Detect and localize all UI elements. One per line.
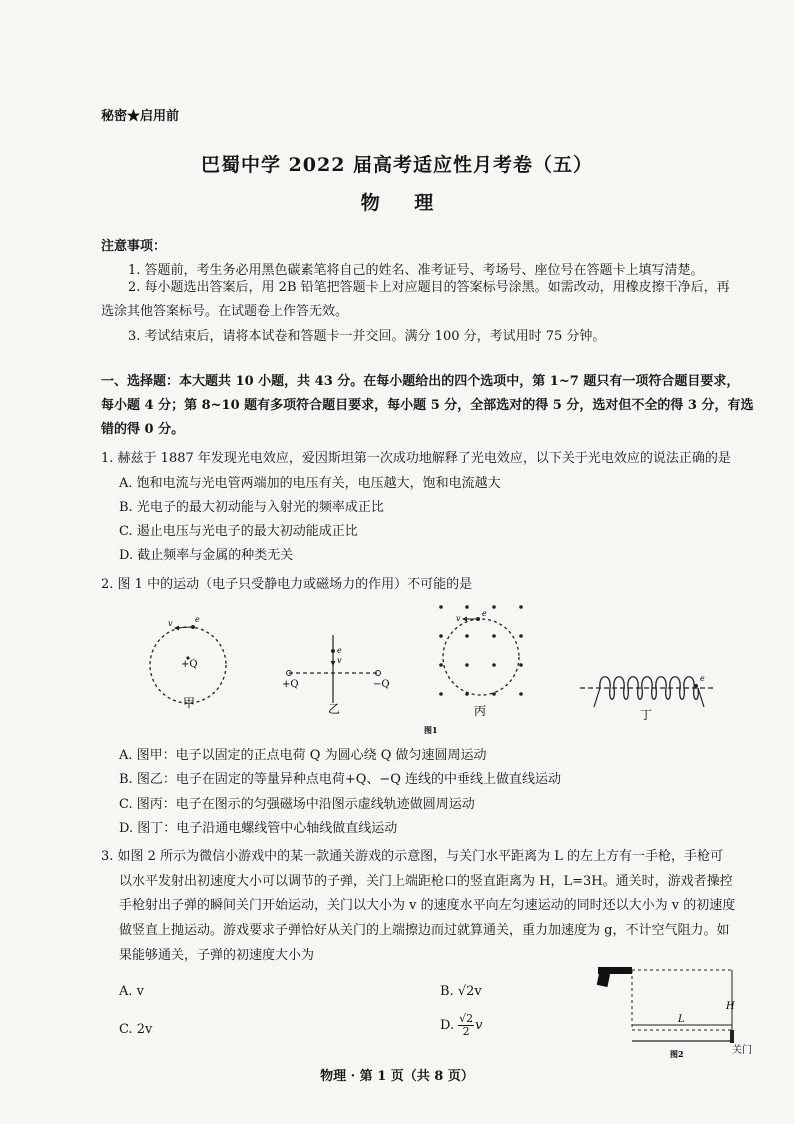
jia-e-label: e xyxy=(195,615,200,624)
figure-label-jia: 甲 xyxy=(183,696,196,710)
notice-heading: 注意事项： xyxy=(101,239,167,254)
section-heading-line1: 一、选择题：本大题共 10 小题，共 43 分。在每小题给出的四个选项中，第 1~7 题只有一项符合题目要求， xyxy=(101,374,740,389)
figure-jia xyxy=(150,615,226,710)
yi-e-label: e xyxy=(337,646,342,655)
jia-v-label: v xyxy=(168,619,173,628)
q3-option-d xyxy=(440,1013,482,1038)
q3-option-d-prefix: D. xyxy=(440,1018,455,1034)
page-footer: 物理 · 第 1 页（共 8 页） xyxy=(320,1069,474,1084)
q3-stem-line1: 3. 如图 2 所示为微信小游戏中的某一款通关游戏的示意图，与关门水平距离为 L 的左上方有一手枪，手枪可 xyxy=(101,849,723,864)
figure-label-bing: 丙 xyxy=(474,704,487,718)
yi-minus-q-label: −Q xyxy=(373,679,390,690)
q3-option-d-numerator: √2 xyxy=(459,1012,474,1025)
exam-title: 巴蜀中学 2022 届高考适应性月考卷（五） xyxy=(200,154,594,176)
figure-bing xyxy=(439,605,523,718)
q3-option-b: B. √2v xyxy=(440,984,482,999)
subject-title: 物 理 xyxy=(360,192,448,214)
notice-item-2-line1: 2. 每小题选出答案后，用 2B 铅笔把答题卡上对应题目的答案标号涂黑。如需改动，用橡皮擦干净后，再 xyxy=(128,280,730,295)
bing-v-label: v xyxy=(456,614,461,623)
q2-option-b: B. 图乙：电子在固定的等量异种点电荷+Q、−Q 连线的中垂线上做直线运动 xyxy=(119,772,562,787)
q1-option-d: D. 截止频率与金属的种类无关 xyxy=(119,548,294,563)
figure-1-caption: 图1 xyxy=(424,725,438,735)
q3-stem-line5: 果能够通关，子弹的初速度大小为 xyxy=(119,948,315,963)
figure-1 xyxy=(0,595,794,745)
q1-stem: 1. 赫兹于 1887 年发现光电效应，爱因斯坦第一次成功地解释了光电效应，以下关于光电效应的说法正确的是 xyxy=(101,451,731,466)
bing-e-label: e xyxy=(482,609,487,618)
ding-e-label: e xyxy=(700,674,705,683)
q1-option-c: C. 遏止电压与光电子的最大初动能成正比 xyxy=(119,524,358,539)
q2-option-c: C. 图丙：电子在图示的匀强磁场中沿图示虚线轨迹做圆周运动 xyxy=(119,797,475,812)
q3-option-d-denominator: 2 xyxy=(462,1025,470,1039)
yi-plus-q-label: +Q xyxy=(282,679,299,690)
q3-option-a: A. v xyxy=(119,984,144,999)
section-heading-line3: 错的得 0 分。 xyxy=(101,422,185,437)
q2-option-a: A. 图甲：电子以固定的正点电荷 Q 为圆心绕 Q 做匀速圆周运动 xyxy=(119,748,487,763)
fig2-gate-label: 关门 xyxy=(732,1045,752,1056)
notice-item-2-line2: 选涂其他答案标号。在试题卷上作答无效。 xyxy=(101,304,349,319)
q3-stem-line4: 做竖直上抛运动。游戏要求子弹恰好从关门的上端擦边而过就算通关，重力加速度为 g，不计空气阻力。如 xyxy=(119,923,730,938)
q3-option-d-fraction xyxy=(458,1013,474,1038)
notice-item-3: 3. 考试结束后，请将本试卷和答题卡一并交回。满分 100 分，考试用时 75 分钟。 xyxy=(128,329,606,344)
q2-option-d: D. 图丁：电子沿通电螺线管中心轴线做直线运动 xyxy=(119,821,398,836)
figure-ding xyxy=(580,674,715,722)
gun-icon xyxy=(597,967,632,987)
yi-v-label: v xyxy=(337,656,342,665)
q2-stem: 2. 图 1 中的运动（电子只受静电力或磁场力的作用）不可能的是 xyxy=(101,577,473,592)
q3-option-d-suffix: v xyxy=(475,1018,483,1034)
q3-stem-line3: 手枪射出子弹的瞬间关门开始运动，关门以大小为 v 的速度水平向左匀速运动的同时还以大小为 v 的初速度 xyxy=(119,898,736,913)
q1-option-a: A. 饱和电流与光电管两端加的电压有关，电压越大，饱和电流越大 xyxy=(119,476,501,491)
q3-option-c: C. 2v xyxy=(119,1022,153,1037)
figure-2-caption: 图2 xyxy=(670,1049,684,1059)
fig2-h-label: H xyxy=(726,1001,735,1012)
jia-plus-q-label: +Q xyxy=(181,659,198,670)
fig2-l-label: L xyxy=(678,1014,685,1025)
notice-item-1: 1. 答题前，考生务必用黑色碳素笔将自己的姓名、准考证号、考场号、座位号在答题卡上填写清楚。 xyxy=(128,263,704,278)
section-heading-line2: 每小题 4 分；第 8~10 题有多项符合题目要求，每小题 5 分，全部选对的得 5 分，选对但不全的得 3 分，有选 xyxy=(101,398,754,413)
figure-label-yi: 乙 xyxy=(328,702,341,716)
q1-option-b: B. 光电子的最大初动能与入射光的频率成正比 xyxy=(119,500,384,515)
q3-stem-line2: 以水平发射出初速度大小可以调节的子弹，关门上端距枪口的竖直距离为 H，L=3H。通关时，游戏者操控 xyxy=(119,874,733,889)
secret-label: 秘密★启用前 xyxy=(101,109,180,124)
figure-label-ding: 丁 xyxy=(640,708,653,722)
figure-2 xyxy=(590,955,770,1065)
figure-yi xyxy=(282,635,390,716)
